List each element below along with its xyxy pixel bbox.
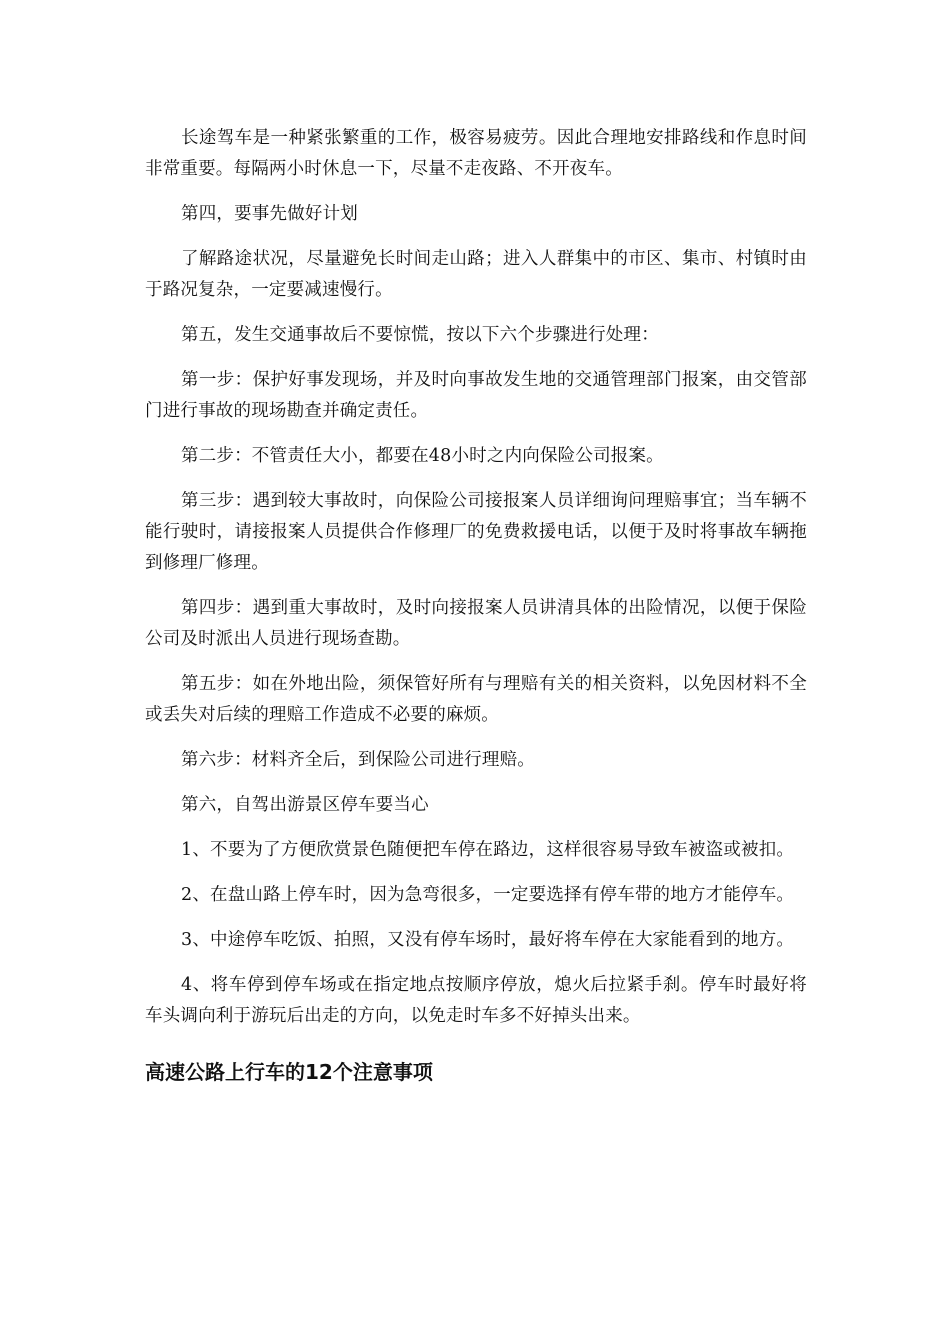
paragraph-step-four: 第四步：遇到重大事故时，及时向接报案人员讲清具体的出险情况，以便于保险公司及时派出人员进行现场查勘。 xyxy=(145,598,807,649)
paragraph-parking-tip-1: 1、不要为了方便欣赏景色随便把车停在路边，这样很容易导致车被盗或被扣。 xyxy=(181,840,795,860)
paragraph-parking-tip-3: 3、中途停车吃饭、拍照，又没有停车场时，最好将车停在大家能看到的地方。 xyxy=(181,930,795,950)
paragraph-step-six: 第六步：材料齐全后，到保险公司进行理赔。 xyxy=(181,750,535,770)
paragraph-point-five-heading: 第五，发生交通事故后不要惊慌，按以下六个步骤进行处理： xyxy=(181,325,659,345)
paragraph-step-one: 第一步：保护好事发现场，并及时向事故发生地的交通管理部门报案，由交管部门进行事故的现场勘查并确定责任。 xyxy=(145,370,807,421)
paragraph-step-five: 第五步：如在外地出险，须保管好所有与理赔有关的相关资料，以免因材料不全或丢失对后续的理赔工作造成不必要的麻烦。 xyxy=(145,674,807,725)
paragraph-parking-tip-2: 2、在盘山路上停车时，因为急弯很多，一定要选择有停车带的地方才能停车。 xyxy=(181,885,795,905)
paragraph-long-drive-fatigue: 长途驾车是一种紧张繁重的工作，极容易疲劳。因此合理地安排路线和作息时间非常重要。每隔两小时休息一下，尽量不走夜路、不开夜车。 xyxy=(145,128,807,179)
paragraph-route-conditions: 了解路途状况，尽量避免长时间走山路；进入人群集中的市区、集市、村镇时由于路况复杂，一定要减速慢行。 xyxy=(145,249,807,300)
section-heading: 高速公路上行车的12个注意事项 xyxy=(145,1060,433,1084)
paragraph-parking-tip-4: 4、将车停到停车场或在指定地点按顺序停放，熄火后拉紧手刹。停车时最好将车头调向利于游玩后出走的方向，以免走时车多不好掉头出来。 xyxy=(145,975,807,1026)
paragraph-point-four-heading: 第四，要事先做好计划 xyxy=(181,204,358,224)
paragraph-point-six-heading: 第六，自驾出游景区停车要当心 xyxy=(181,795,429,815)
paragraph-step-three: 第三步：遇到较大事故时，向保险公司接报案人员详细询问理赔事宜；当车辆不能行驶时，请接报案人员提供合作修理厂的免费救援电话，以便于及时将事故车辆拖到修理厂修理。 xyxy=(145,491,807,573)
document-page xyxy=(145,123,807,1088)
paragraph-step-two: 第二步：不管责任大小，都要在48小时之内向保险公司报案。 xyxy=(181,446,664,466)
